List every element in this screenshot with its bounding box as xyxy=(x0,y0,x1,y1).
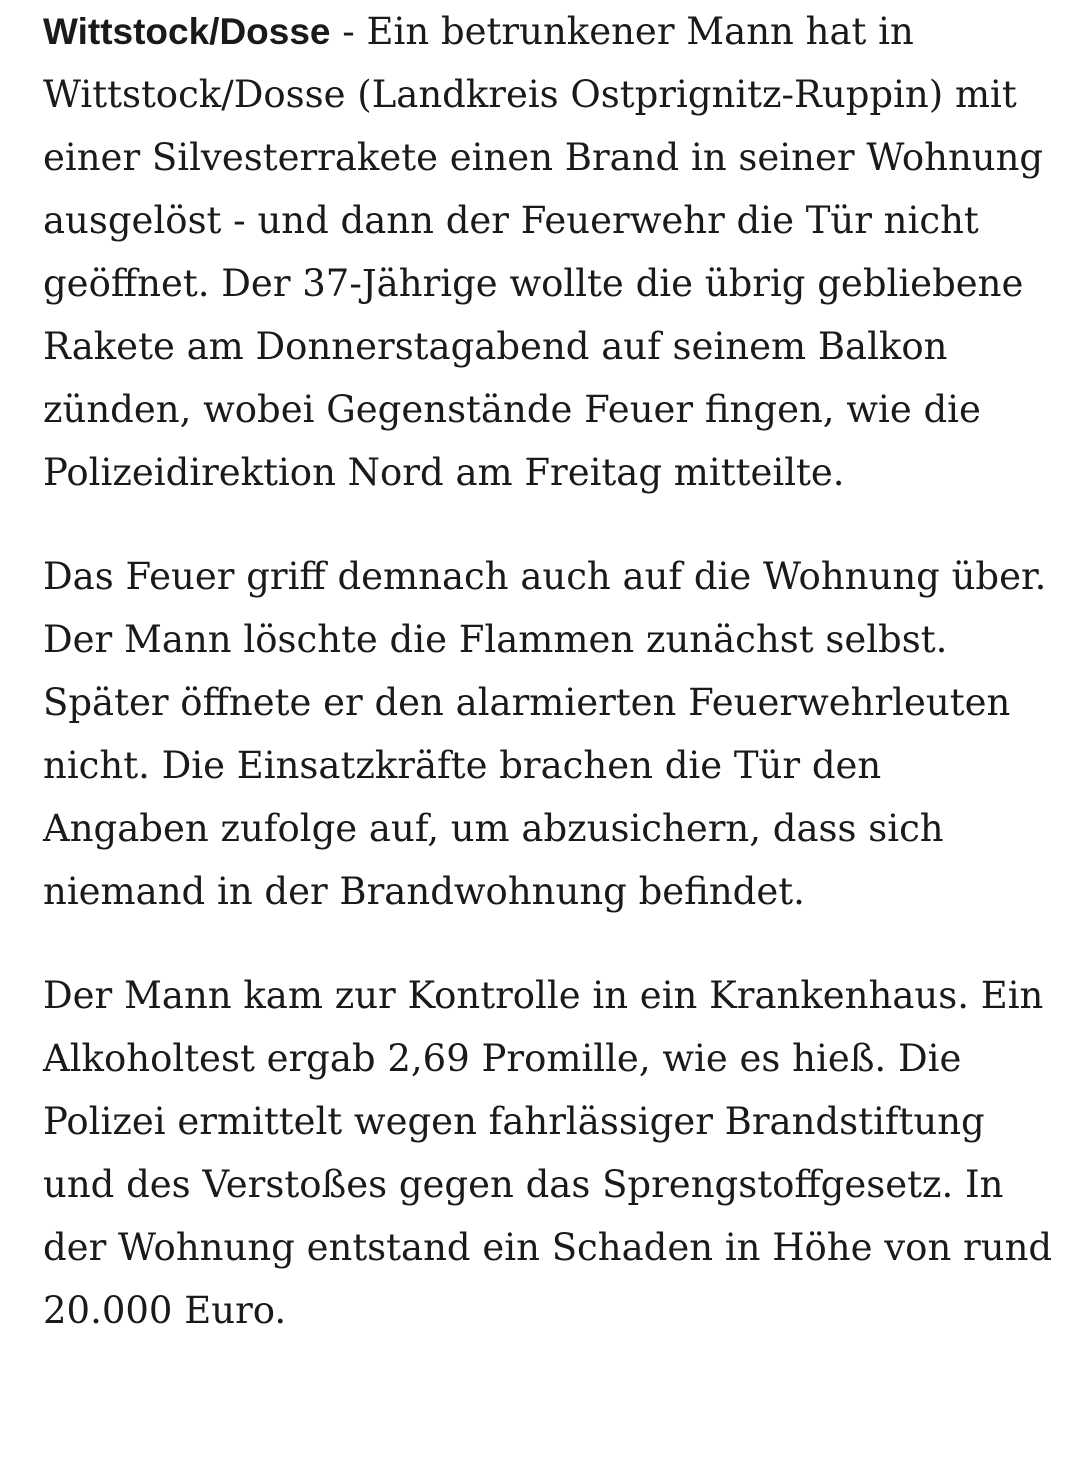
article-body xyxy=(43,0,1053,1342)
dateline: Wittstock/Dosse xyxy=(43,11,331,52)
article-paragraph-2: Das Feuer griff demnach auch auf die Wohnung über. Der Mann löschte die Flammen zunächst selbst. Später öffnete er den alarmierten Feuerwehrleuten nicht. Die Einsatzkräfte brachen die Tür den Angaben zufolge auf, um abzusichern, dass sich niemand in der Brandwohnung befindet. xyxy=(43,555,1047,913)
paragraph-1-text: Ein betrunkener Mann hat in Wittstock/Dosse (Landkreis Ostprignitz-Ruppin) mit einer Silvesterrakete einen Brand in seiner Wohnung ausgelöst - und dann der Feuerwehr die Tür nicht geöffnet. Der 37-Jährige wollte die übrig gebliebene Rakete am Donnerstagabend auf seinem Balkon zünden, wobei Gegenstände Feuer fingen, wie die Polizeidirektion Nord am Freitag mitteilte. xyxy=(43,10,1044,494)
article-paragraph-3: Der Mann kam zur Kontrolle in ein Krankenhaus. Ein Alkoholtest ergab 2,69 Promille, wie es hieß. Die Polizei ermittelt wegen fahrlässiger Brandstiftung und des Verstoßes gegen das Sprengstoffgesetz. In der Wohnung entstand ein Schaden in Höhe von rund 20.000 Euro. xyxy=(43,974,1053,1332)
article-paragraph-1 xyxy=(43,0,1053,504)
dateline-separator: - xyxy=(330,10,367,53)
